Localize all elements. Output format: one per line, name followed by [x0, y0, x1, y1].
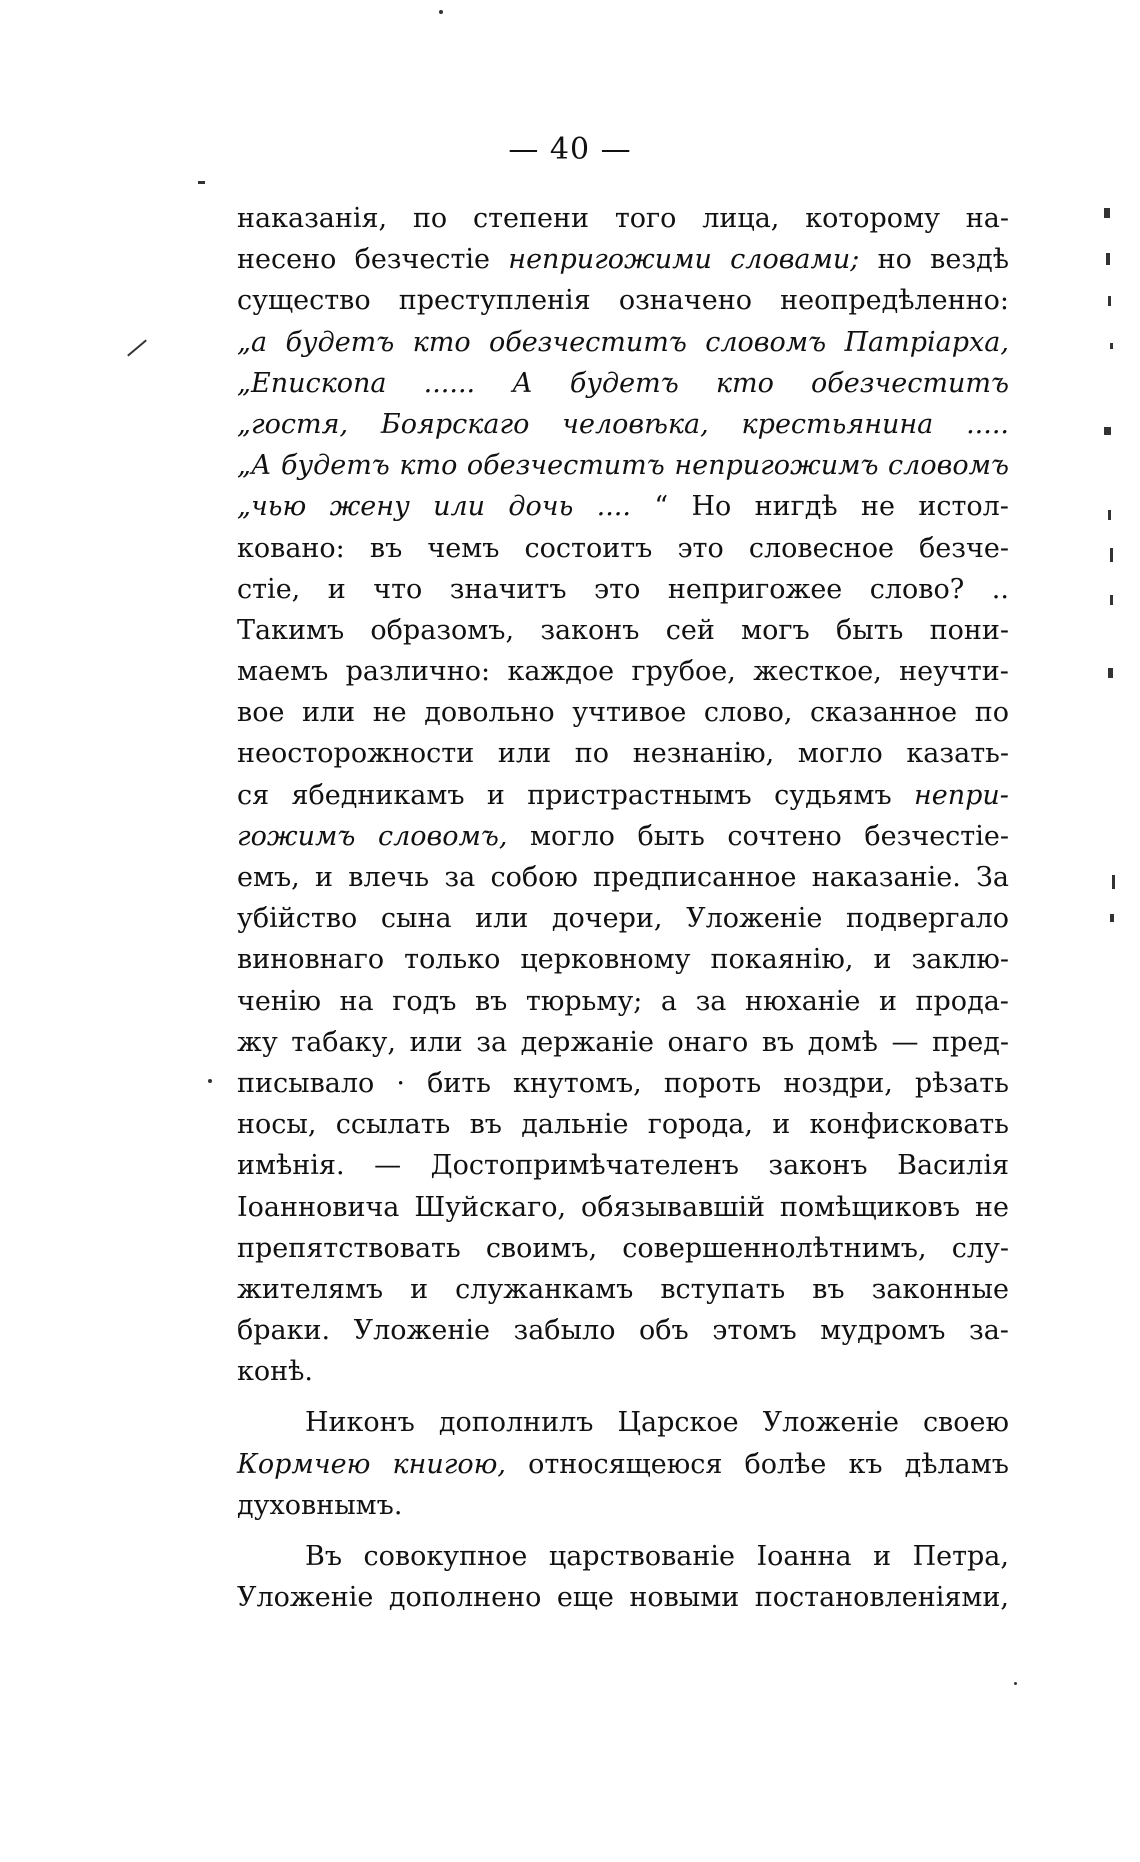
word: Такимъ [237, 614, 345, 646]
word: Кормчею [237, 1448, 371, 1480]
word: Петра, [912, 1541, 1009, 1572]
word: имѣнія. [237, 1150, 345, 1182]
text-line [237, 692, 1009, 733]
word: въ [369, 532, 403, 564]
word: могъ [741, 614, 810, 646]
word: состоитъ [524, 532, 653, 564]
word: будетъ [280, 450, 390, 482]
text-line [237, 733, 1009, 774]
word: убійство [237, 903, 358, 935]
word: и [410, 1273, 429, 1305]
word: незнанію, [632, 738, 775, 770]
word: пристрастнымъ [527, 779, 752, 811]
word: непригожимъ [674, 450, 879, 482]
word: домѣ [807, 1026, 878, 1058]
word: писывало [237, 1067, 375, 1099]
word: влечь [348, 862, 430, 893]
word: законъ [768, 1150, 868, 1182]
word: ченію [237, 985, 321, 1017]
scan-mark [1014, 1682, 1017, 1685]
word: по [574, 738, 610, 770]
scan-mark [1108, 668, 1113, 678]
word: безчестіе- [864, 820, 1009, 852]
word: ся [237, 779, 270, 811]
word: еще [556, 1582, 614, 1614]
word: маемъ [237, 656, 329, 688]
text-line [237, 1310, 1009, 1351]
word: преступленія [398, 285, 591, 317]
word: различно: [345, 656, 491, 688]
word: по [412, 203, 448, 234]
word: словесное [748, 532, 894, 564]
word: безче- [919, 532, 1009, 564]
word: “ [654, 491, 669, 523]
word: на- [965, 203, 1009, 234]
word: которому [805, 203, 940, 234]
scan-mark [1106, 253, 1110, 265]
word: дѣламъ [904, 1448, 1009, 1480]
word: значитъ [449, 573, 567, 605]
word: быть [835, 614, 904, 646]
word: собою [490, 862, 578, 893]
word: .... [596, 491, 631, 523]
word: неучти- [899, 656, 1009, 688]
word: не [861, 491, 895, 523]
word: дальніе [521, 1109, 629, 1141]
word: и [772, 1109, 791, 1141]
word: могло [797, 738, 883, 770]
word: это [594, 573, 641, 605]
word: емъ, [237, 862, 300, 893]
word: Но [691, 491, 732, 523]
word: въ [469, 1109, 502, 1141]
word: виновнаго [237, 944, 385, 976]
word: табаку, [291, 1026, 396, 1058]
word: браки. [237, 1315, 331, 1347]
word: годъ [392, 985, 457, 1017]
word: жу [237, 1026, 278, 1058]
word: нюханіе [744, 985, 861, 1017]
word: „а [237, 326, 268, 358]
word: словомъ [705, 326, 827, 358]
word: дочери, [551, 903, 663, 935]
word: и [327, 573, 346, 605]
word: забыло [513, 1315, 616, 1347]
word: по [974, 697, 1009, 729]
word: кто [399, 450, 458, 482]
word: дочь [508, 491, 574, 523]
word: вездѣ [930, 244, 1009, 276]
scan-mark [198, 181, 205, 184]
scan-mark [1112, 875, 1115, 889]
word: дополнилъ [438, 1407, 594, 1439]
text-line [237, 857, 1009, 898]
word: ябедникамъ [291, 779, 465, 811]
scan-mark [1110, 914, 1114, 922]
word: держаніе [520, 1026, 655, 1058]
word: сей [665, 614, 715, 646]
word: ...... [423, 367, 476, 399]
word: или [475, 903, 529, 935]
word: или [497, 738, 552, 770]
word: лица, [702, 203, 780, 234]
word: Уложеніе [353, 1315, 490, 1347]
word: города, [647, 1109, 753, 1141]
word: совокупное [363, 1541, 528, 1572]
word: мудромъ [820, 1315, 946, 1347]
word: этомъ [712, 1315, 797, 1347]
word: и [878, 985, 897, 1017]
word: за [695, 985, 727, 1017]
word: Уложеніе [237, 1582, 374, 1614]
word: — [374, 1150, 402, 1182]
word: не [974, 1191, 1009, 1223]
word: тюрьму; [525, 985, 643, 1017]
scan-mark [1110, 548, 1113, 562]
word: существо [237, 285, 371, 317]
word: человѣка, [562, 408, 709, 440]
word: крестьянина [741, 408, 934, 440]
word: только [404, 944, 501, 976]
word: рѣзать [914, 1067, 1009, 1099]
word: степени [473, 203, 590, 234]
word: въ [761, 1026, 795, 1058]
text-line [237, 610, 1009, 651]
word: „чью [237, 491, 307, 523]
word: Никонъ [305, 1407, 415, 1439]
text-line [237, 939, 1009, 980]
word: безчестіе [354, 244, 491, 276]
word: Патріарха, [844, 326, 1009, 358]
word: наказаніе. [811, 862, 961, 893]
word: на [339, 985, 374, 1017]
word: учтивое [572, 697, 687, 729]
word: неосторожности [237, 738, 475, 770]
word: бить [427, 1067, 491, 1099]
text-line [237, 1577, 1009, 1618]
text-line [237, 1444, 1009, 1485]
word: Царское [617, 1407, 739, 1439]
word: несено [237, 244, 337, 276]
word: своею [922, 1407, 1009, 1439]
word: слово, [703, 697, 793, 729]
text-line [237, 1351, 1009, 1392]
word: и [873, 1541, 892, 1572]
word: наказанія, [237, 203, 388, 234]
word: онаго [667, 1026, 749, 1058]
text-line [237, 1022, 1009, 1063]
word: неопредѣленно: [780, 285, 1009, 317]
scan-mark [1104, 208, 1110, 218]
word: пони- [929, 614, 1009, 646]
word: и [873, 944, 892, 976]
word: обезчеститъ [466, 450, 665, 482]
word: того [614, 203, 677, 234]
text-line [237, 1536, 1009, 1577]
word: Іоанновича [237, 1191, 400, 1223]
word: духовнымъ. [237, 1489, 403, 1521]
word: · [396, 1067, 405, 1099]
word: казать- [906, 738, 1009, 770]
word: нигдѣ [754, 491, 838, 523]
word: сочтено [727, 820, 842, 852]
word: слу- [951, 1232, 1009, 1264]
word: Боярскаго [380, 408, 530, 440]
word: прода- [915, 985, 1009, 1017]
word: .. [991, 573, 1009, 605]
word: объ [638, 1315, 689, 1347]
scan-mark [1108, 510, 1111, 520]
word: или [301, 697, 356, 729]
word: подвергало [846, 903, 1009, 935]
word: жителямъ [237, 1273, 384, 1305]
word: заклю- [911, 944, 1009, 976]
word: грубое, [631, 656, 736, 688]
word: каждое [507, 656, 615, 688]
word: обезчеститъ [488, 326, 687, 358]
text-line [237, 486, 1009, 527]
text-line [237, 198, 1009, 239]
word: Достопримѣчателенъ [430, 1150, 739, 1182]
word: обезчеститъ [811, 367, 1009, 399]
word: За [976, 862, 1009, 893]
word: кто [412, 326, 471, 358]
word: или [433, 491, 486, 523]
word: постановленіями, [754, 1582, 1009, 1614]
text-line [237, 981, 1009, 1022]
word: будетъ [569, 367, 679, 399]
word: будетъ [285, 326, 395, 358]
word: истол- [918, 491, 1009, 523]
word: быть [637, 820, 705, 852]
text-line [237, 528, 1009, 569]
word: гожимъ [237, 820, 356, 852]
word: Василія [897, 1150, 1009, 1182]
word: А [512, 367, 533, 399]
word: чемъ [427, 532, 500, 564]
text-line [237, 1145, 1009, 1186]
scan-mark [1110, 595, 1113, 605]
word: въ [812, 1273, 845, 1305]
word: конѣ. [237, 1356, 313, 1388]
text-line [237, 1485, 1009, 1526]
scan-mark [1108, 296, 1111, 306]
word: пороть [663, 1067, 762, 1099]
text-line [237, 775, 1009, 816]
text-line [237, 1104, 1009, 1145]
text-line [237, 445, 1009, 486]
text-line [237, 651, 1009, 692]
word: покаянію, [710, 944, 854, 976]
word: и [486, 779, 505, 811]
word: болѣе [744, 1448, 827, 1480]
word: обязывавшій [581, 1191, 766, 1223]
word: ноздри, [783, 1067, 893, 1099]
word: Уложеніе [686, 903, 823, 935]
word: непригожими [508, 244, 712, 276]
word: царствованіе [548, 1541, 735, 1572]
word: вступать [660, 1273, 786, 1305]
word: конфисковать [809, 1109, 1009, 1141]
word: непригожее [667, 573, 843, 605]
scan-mark [127, 340, 147, 357]
word: довольно [424, 697, 555, 729]
word: относящеюся [528, 1448, 723, 1480]
word: — [891, 1026, 919, 1058]
word: совершеннолѣтнимъ, [622, 1232, 927, 1264]
word: служанкамъ [455, 1273, 634, 1305]
word: но [877, 244, 912, 276]
word: жену [329, 491, 410, 523]
word: словомъ [888, 450, 1009, 482]
text-line [237, 1269, 1009, 1310]
word: законъ [540, 614, 640, 646]
word: сказанное [810, 697, 958, 729]
word: и [315, 862, 333, 893]
scan-mark [208, 1079, 212, 1083]
word: судьямъ [774, 779, 892, 811]
word: словами; [730, 244, 860, 276]
word: препятствовать [237, 1232, 461, 1264]
word: словомъ, [377, 820, 508, 852]
word: кто [715, 367, 774, 399]
text-line [237, 816, 1009, 857]
word: это [677, 532, 724, 564]
text-line [237, 363, 1009, 404]
text-line [237, 322, 1009, 363]
word: означено [618, 285, 752, 317]
scan-mark [1104, 427, 1111, 435]
word: церковному [520, 944, 691, 976]
text-line [237, 898, 1009, 939]
page-number: — 40 — [508, 132, 632, 167]
word: дополнено [388, 1582, 542, 1614]
text-line [237, 280, 1009, 321]
word: образомъ, [370, 614, 515, 646]
text-line [237, 1228, 1009, 1269]
word: въ [474, 985, 508, 1017]
word: Въ [305, 1541, 343, 1572]
word: предписанное [593, 862, 797, 893]
word: своимъ, [485, 1232, 598, 1264]
word: непри- [913, 779, 1009, 811]
word: жесткое, [753, 656, 882, 688]
scan-mark [439, 10, 443, 14]
word: стіе, [237, 573, 301, 605]
word: ссылать [335, 1109, 451, 1141]
word: Шуйскаго, [414, 1191, 567, 1223]
body-text [237, 198, 1009, 1618]
text-line [237, 404, 1009, 445]
word: „гостя, [237, 408, 349, 440]
text-line [237, 569, 1009, 610]
word: вое [237, 697, 285, 729]
word: могло [530, 820, 615, 852]
word: не [372, 697, 407, 729]
word: „А [237, 450, 272, 482]
word: а [660, 985, 678, 1017]
word: помѣщиковъ [779, 1191, 961, 1223]
word: за [444, 862, 476, 893]
word: что [373, 573, 423, 605]
word: кнутомъ, [513, 1067, 642, 1099]
word: носы, [237, 1109, 317, 1141]
word: законные [871, 1273, 1009, 1305]
word: сына [380, 903, 452, 935]
word: „Епископа [237, 367, 387, 399]
word: новыми [629, 1582, 740, 1614]
text-line [237, 1063, 1009, 1104]
word: ковано: [237, 532, 345, 564]
word: Уложеніе [762, 1407, 899, 1439]
text-line [237, 1402, 1009, 1443]
word: ..... [966, 408, 1009, 440]
word: къ [848, 1448, 883, 1480]
scan-mark [1110, 343, 1113, 349]
word: за [476, 1026, 508, 1058]
word: за- [968, 1315, 1009, 1347]
word: слово? [869, 573, 965, 605]
text-line [237, 239, 1009, 280]
word: книгою, [392, 1448, 506, 1480]
word: пред- [931, 1026, 1009, 1058]
word: или [409, 1026, 463, 1058]
text-line [237, 1187, 1009, 1228]
word: Іоанна [756, 1541, 852, 1572]
